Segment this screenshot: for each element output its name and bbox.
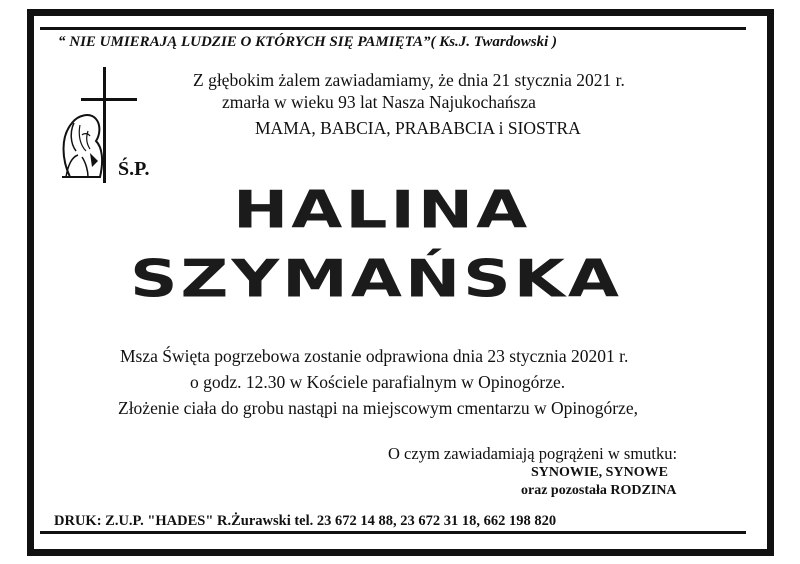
mourners-line-2: oraz pozostała RODZINA — [521, 483, 677, 498]
announcement-line-1: Z głębokim żalem zawiadamiamy, że dnia 21 stycznia 2021 r. — [193, 70, 625, 90]
sp-label: Ś.P. — [118, 158, 150, 180]
printer-footer: DRUK: Z.U.P. "HADES" R.Żurawski tel. 23 672 14 88, 23 672 31 18, 662 198 820 — [54, 513, 557, 529]
deceased-first-name: HALINA — [233, 180, 531, 241]
mass-line-1: Msza Święta pogrzebowa zostanie odprawiona dnia 23 stycznia 20201 r. — [120, 346, 629, 366]
mass-line-2: o godz. 12.30 w Kościele parafialnym w Opinogórze. — [190, 372, 566, 392]
top-divider — [40, 27, 746, 30]
deceased-last-name: SZYMAŃSKA — [130, 249, 622, 310]
mourners-intro: O czym zawiadamiają pogrążeni w smutku: — [388, 444, 678, 463]
announcement-line-2: zmarła w wieku 93 lat Nasza Najukochańsza — [222, 92, 536, 112]
bottom-divider — [40, 531, 746, 534]
announcement-line-3: MAMA, BABCIA, PRABABCIA i SIOSTRA — [255, 118, 581, 138]
mass-line-3: Złożenie ciała do grobu nastąpi na miejscowym cmentarzu w Opinogórze, — [118, 398, 638, 418]
memorial-quote: “ NIE UMIERAJĄ LUDZIE O KTÓRYCH SIĘ PAMIĘTA”( Ks.J. Twardowski ) — [58, 34, 557, 50]
mourners-line-1: SYNOWIE, SYNOWE — [531, 465, 668, 480]
